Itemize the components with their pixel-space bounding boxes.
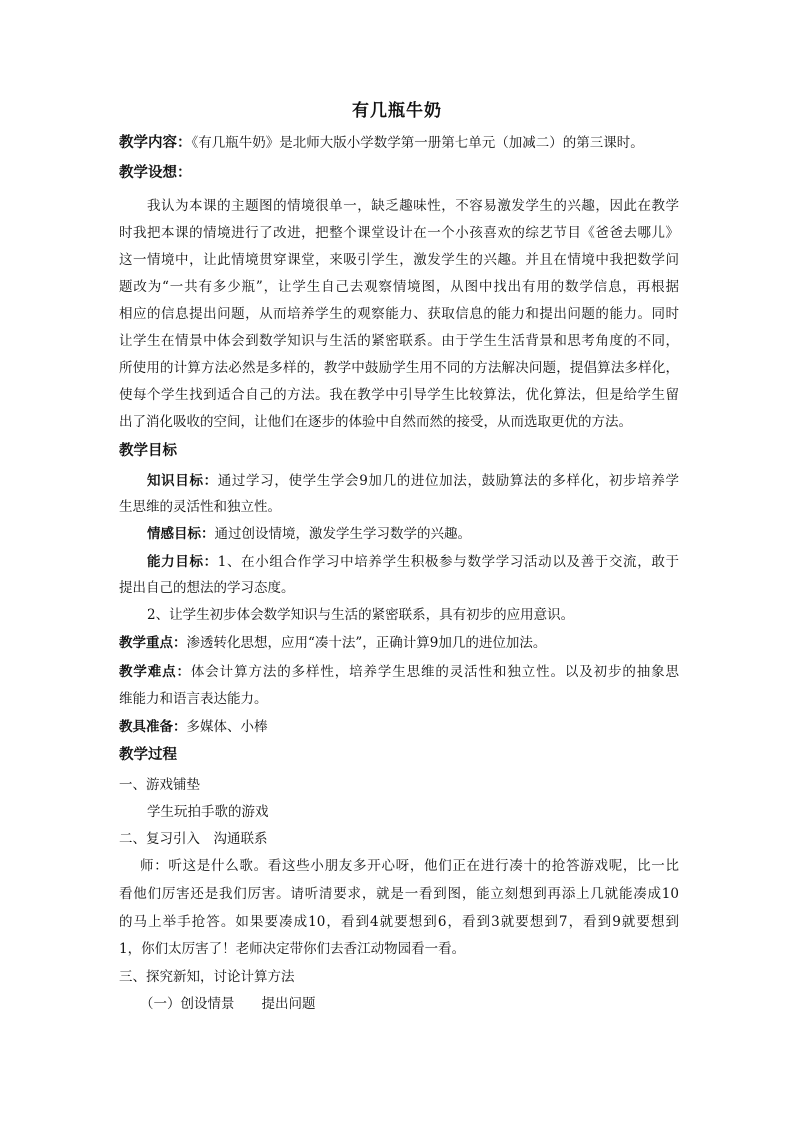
difficulty-text: 体会计算方法的多样性，培养学生思维的灵活性和独立性。以及初步的抽象思: [190, 664, 680, 680]
key-point-label: 教学重点：: [119, 635, 187, 651]
section-2-line: 1，你们太厉害了！老师决定带你们去香江动物园看一看。: [119, 941, 466, 957]
knowledge-goal-text: 通过学习，使学生学会9加几的进位加法，鼓励算法的多样化，初步培养学: [217, 473, 679, 489]
ability-goal-text: 1、在小组合作学习中培养学生积极参与数学学习活动以及善于交流，敢于: [217, 554, 679, 570]
emotion-goal-label: 情感目标：: [147, 526, 215, 542]
content-text: 《有几瓶牛奶》是北师大版小学数学第一册第七单元（加减二）的第三课时。: [191, 135, 644, 151]
design-line: 出了消化吸收的空间，让他们在逐步的体验中自然而然的接受，从而选取更优的方法。: [119, 414, 632, 430]
difficulty-line-2: 维能力和语言表达能力。: [119, 691, 268, 707]
difficulty-line: [119, 662, 679, 682]
design-line: 所使用的计算方法必然是多样的，教学中鼓励学生用不同的方法解决问题，提倡算法多样化，: [119, 360, 679, 376]
emotion-goal-line: [147, 524, 679, 544]
ability-goal-label: 能力目标：: [147, 554, 218, 570]
section-2-line: 师：听这是什么歌。看这些小朋友多开心呀，他们正在进行凑十的抢答游戏呢，比一比: [140, 858, 679, 874]
section-2-title: 二、复习引入 沟通联系: [119, 831, 268, 847]
key-point-text: 渗透转化思想，应用“凑十法”，正确计算9加几的进位加法。: [186, 635, 547, 651]
section-1-text: 学生玩拍手歌的游戏: [147, 804, 269, 820]
knowledge-goal-line: [147, 471, 679, 491]
content-label: 教学内容：: [119, 134, 192, 151]
section-2-line: 的马上举手抢答。如果要凑成10，看到4就要想到6，看到3就要想到7，看到9就要想到: [119, 914, 679, 930]
design-line: 相应的信息提出问题，从而培养学生的观察能力、获取信息的能力和提出问题的能力。同时: [119, 306, 679, 322]
section-3-subtitle: （一）创设情景 提出问题: [140, 996, 316, 1012]
document-title: 有几瓶牛奶: [352, 101, 442, 121]
design-line: 我认为本课的主题图的情境很单一，缺乏趣味性，不容易激发学生的兴趣，因此在教学: [147, 198, 679, 214]
ability-goal-line-2: 提出自己的想法的学习态度。: [119, 580, 295, 596]
knowledge-goal-label: 知识目标：: [147, 473, 218, 489]
ability-goal-line: [147, 552, 679, 572]
tools-label: 教具准备：: [119, 719, 187, 735]
design-heading: 教学设想：: [119, 164, 192, 181]
design-line: 题改为“一共有多少瓶”，让学生自己去观察情境图，从图中找出有用的数学信息，再根据: [119, 279, 679, 295]
content-paragraph: [119, 133, 679, 153]
section-3-title: 三、探究新知，讨论计算方法: [119, 969, 295, 985]
goals-heading: 教学目标: [119, 442, 177, 459]
difficulty-label: 教学难点：: [119, 664, 191, 680]
key-point-line: [119, 633, 679, 653]
process-heading: 教学过程: [119, 746, 177, 763]
tools-line: [119, 717, 679, 737]
section-1-title: 一、游戏铺垫: [119, 777, 200, 793]
design-line: 时我把本课的情境进行了改进，把整个课堂设计在一个小孩喜欢的综艺节目《爸爸去哪儿》: [119, 225, 679, 241]
design-line: 这一情境中，让此情境贯穿课堂，来吸引学生，激发学生的兴趣。并且在情境中我把数学问: [119, 252, 679, 268]
design-line: 让学生在情景中体会到数学知识与生活的紧密联系。由于学生生活背景和思考角度的不同，: [119, 333, 679, 349]
tools-text: 多媒体、小棒: [186, 719, 268, 735]
section-2-line: 看他们厉害还是我们厉害。请听清要求，就是一看到图，能立刻想到再添上几就能凑成10: [119, 886, 679, 902]
emotion-goal-text: 通过创设情境，激发学生学习数学的兴趣。: [214, 526, 471, 542]
ability-goal-line-3: 2、让学生初步体会数学知识与生活的紧密联系，具有初步的应用意识。: [147, 607, 575, 623]
design-line: 使每个学生找到适合自己的方法。我在教学中引导学生比较算法，优化算法，但是给学生留: [119, 387, 679, 403]
knowledge-goal-line-2: 生思维的灵活性和独立性。: [119, 499, 281, 515]
